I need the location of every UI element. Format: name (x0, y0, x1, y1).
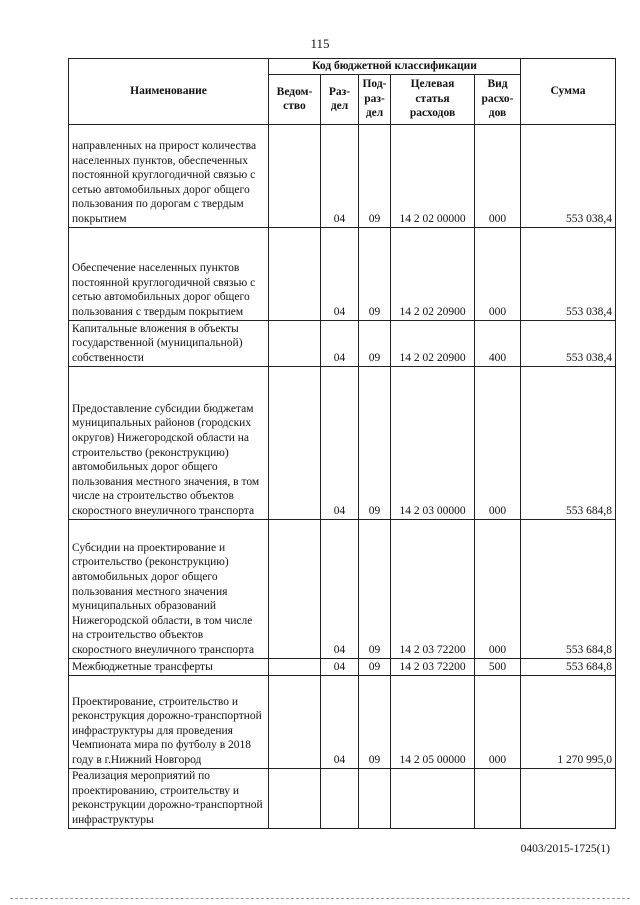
header-target-article: Целевая статья расходов (391, 74, 475, 124)
row-sum: 553 038,4 (521, 320, 616, 366)
header-expense-type: Вид расхо-дов (475, 74, 521, 124)
row-podrazdel: 09 (359, 227, 391, 320)
row-podrazdel: 09 (359, 366, 391, 519)
header-vedomstvo: Ведом-ство (269, 74, 321, 124)
row-vedomstvo (269, 320, 321, 366)
row-vedomstvo (269, 519, 321, 658)
row-razdel: 04 (321, 658, 359, 675)
row-target-article (391, 768, 475, 828)
row-expense-type: 000 (475, 227, 521, 320)
row-target-article: 14 2 03 00000 (391, 366, 475, 519)
header-razdel: Раз-дел (321, 74, 359, 124)
row-razdel: 04 (321, 227, 359, 320)
row-target-article: 14 2 02 20900 (391, 227, 475, 320)
row-razdel: 04 (321, 675, 359, 768)
row-expense-type: 400 (475, 320, 521, 366)
row-vedomstvo (269, 675, 321, 768)
row-name: Реализация мероприятий по проектированию, строительству и реконструкции дорожно-транспортной инфраструктуры (69, 768, 269, 828)
row-name: Предоставление субсидии бюджетам муниципальных районов (городских округов) Нижегородской области на строительство (реконструкцию) автомобильных дорог общего пользования местного значения, в том числе на строительство объектов скоростного внеуличного транспорта (69, 366, 269, 519)
row-podrazdel: 09 (359, 124, 391, 227)
row-sum: 1 270 995,0 (521, 675, 616, 768)
header-sum: Сумма (521, 59, 616, 125)
row-sum: 553 038,4 (521, 124, 616, 227)
row-podrazdel: 09 (359, 675, 391, 768)
row-vedomstvo (269, 658, 321, 675)
row-podrazdel: 09 (359, 519, 391, 658)
row-razdel (321, 768, 359, 828)
row-podrazdel (359, 768, 391, 828)
table-row (69, 320, 616, 366)
table-row (69, 675, 616, 768)
row-expense-type: 500 (475, 658, 521, 675)
row-sum: 553 684,8 (521, 366, 616, 519)
row-sum: 553 684,8 (521, 519, 616, 658)
row-podrazdel: 09 (359, 320, 391, 366)
table-row (69, 768, 616, 828)
header-classification-code: Код бюджетной классификации (269, 59, 521, 75)
table-row (69, 366, 616, 519)
page-number: 115 (310, 36, 330, 51)
row-expense-type: 000 (475, 366, 521, 519)
row-target-article: 14 2 02 00000 (391, 124, 475, 227)
row-vedomstvo (269, 366, 321, 519)
row-name: Обеспечение населенных пунктов постоянной круглогодичной связью с сетью автомобильных дорог общего пользования с твердым покрытием (69, 227, 269, 320)
header-name: Наименование (69, 59, 269, 125)
row-razdel: 04 (321, 320, 359, 366)
row-razdel: 04 (321, 124, 359, 227)
row-razdel: 04 (321, 519, 359, 658)
row-name: направленных на прирост количества населенных пунктов, обеспеченных постоянной круглогодичной связью с сетью автомобильных дорог общего пользования по дорогам с твердым покрытием (69, 124, 269, 227)
row-podrazdel: 09 (359, 658, 391, 675)
row-vedomstvo (269, 124, 321, 227)
row-name: Капитальные вложения в объекты государственной (муниципальной) собственности (69, 320, 269, 366)
row-expense-type: 000 (475, 124, 521, 227)
row-razdel: 04 (321, 366, 359, 519)
row-sum: 553 038,4 (521, 227, 616, 320)
row-vedomstvo (269, 768, 321, 828)
table-row (69, 227, 616, 320)
header-podrazdel: Под-раз-дел (359, 74, 391, 124)
row-name: Межбюджетные трансферты (69, 658, 269, 675)
row-expense-type (475, 768, 521, 828)
row-sum: 553 684,8 (521, 658, 616, 675)
row-name: Проектирование, строительство и реконструкция дорожно-транспортной инфраструктуры для проведения Чемпионата мира по футболу в 2018 году в г.Нижний Новгород (69, 675, 269, 768)
row-target-article: 14 2 02 20900 (391, 320, 475, 366)
table-row (69, 124, 616, 227)
table-row (69, 519, 616, 658)
row-name: Субсидии на проектирование и строительство (реконструкцию) автомобильных дорог общего пользования местного значения муниципальных образований Нижегородской области, в том числе на строительство объектов скоростного внеуличного транспорта (69, 519, 269, 658)
row-target-article: 14 2 05 00000 (391, 675, 475, 768)
row-expense-type: 000 (475, 519, 521, 658)
row-vedomstvo (269, 227, 321, 320)
document-code: 0403/2015-1725(1) (520, 843, 610, 855)
table-row (69, 658, 616, 675)
row-expense-type: 000 (475, 675, 521, 768)
scan-edge-line (10, 898, 630, 899)
row-target-article: 14 2 03 72200 (391, 519, 475, 658)
budget-table (68, 58, 616, 829)
row-sum (521, 768, 616, 828)
row-target-article: 14 2 03 72200 (391, 658, 475, 675)
